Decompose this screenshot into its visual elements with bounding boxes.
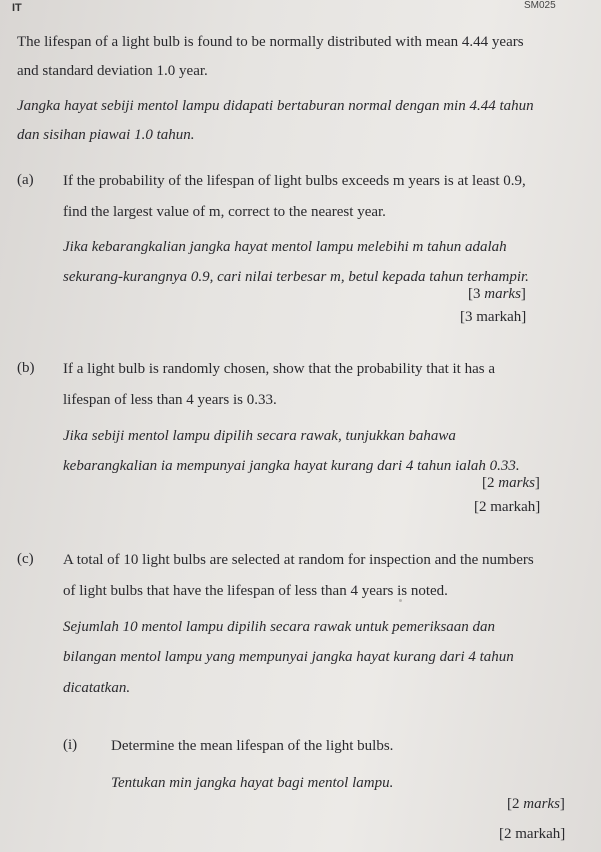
part-a-ms-line-2: sekurang-kurangnya 0.9, cari nilai terbesar m, betul kepada tahun terhampir. <box>63 269 529 285</box>
part-a-marks-ms: [3 markah] <box>460 309 527 325</box>
part-b-ms-line-1: Jika sebiji mentol lampu dipilih secara rawak, tunjukkan bahawa <box>63 428 456 444</box>
paper-speck <box>399 599 402 602</box>
part-c-label: (c) <box>17 551 34 567</box>
part-b-marks-en-pre: [2 <box>482 475 499 491</box>
part-c-ms-line-2: bilangan mentol lampu yang mempunyai jangka hayat kurang dari 4 tahun <box>63 649 514 665</box>
part-a-en-line-1: If the probability of the lifespan of light bulbs exceeds m years is at least 0.9, <box>63 173 526 189</box>
part-b-marks-en-post: ] <box>534 475 540 491</box>
part-b-marks-en <box>482 475 540 492</box>
part-b-en-line-1: If a light bulb is randomly chosen, show that the probability that it has a <box>63 361 496 377</box>
part-a-label: (a) <box>17 172 34 188</box>
part-c-en-line-2: of light bulbs that have the lifespan of less than 4 years is noted. <box>63 583 448 599</box>
part-b-ms-line-2: kebarangkalian ia mempunyai jangka hayat kurang dari 4 tahun ialah 0.33. <box>63 458 520 474</box>
part-a-marks-en-post: ] <box>520 286 526 302</box>
part-c-en-line-1: A total of 10 light bulbs are selected at random for inspection and the numbers <box>63 552 534 568</box>
part-c-i-marks-en-pre: [2 <box>507 796 524 812</box>
part-c-ms-line-3: dicatatkan. <box>63 680 131 696</box>
part-c-i-en: Determine the mean lifespan of the light bulbs. <box>111 738 394 754</box>
intro-ms-line-1: Jangka hayat sebiji mentol lampu didapati bertaburan normal dengan min 4.44 tahun <box>17 98 534 114</box>
part-c-i-label: (i) <box>63 737 78 753</box>
part-a-marks-en-pre: [3 <box>468 286 485 302</box>
part-c-i-marks-en-word: marks <box>523 796 560 812</box>
intro-en-line-1: The lifespan of a light bulb is found to be normally distributed with mean 4.44 years <box>17 34 524 50</box>
intro-ms-line-2: dan sisihan piawai 1.0 tahun. <box>17 127 195 143</box>
part-b-marks-ms: [2 markah] <box>474 499 541 515</box>
page-header-left: IT <box>12 2 22 14</box>
paper-code: SM025 <box>524 0 556 11</box>
part-b-en-line-2: lifespan of less than 4 years is 0.33. <box>63 392 277 408</box>
part-c-i-marks-ms: [2 markah] <box>499 826 566 842</box>
part-c-i-ms: Tentukan min jangka hayat bagi mentol lampu. <box>111 775 394 791</box>
part-b-label: (b) <box>17 360 35 376</box>
part-c-ms-line-1: Sejumlah 10 mentol lampu dipilih secara rawak untuk pemeriksaan dan <box>63 619 496 635</box>
part-a-ms-line-1: Jika kebarangkalian jangka hayat mentol lampu melebihi m tahun adalah <box>63 239 507 255</box>
intro-en-line-2: and standard deviation 1.0 year. <box>17 63 208 79</box>
part-a-en-line-2: find the largest value of m, correct to the nearest year. <box>63 204 386 220</box>
part-a-marks-en-word: marks <box>484 286 521 302</box>
part-a-marks-en <box>468 286 526 303</box>
part-c-i-marks-en-post: ] <box>559 796 565 812</box>
part-b-marks-en-word: marks <box>498 475 535 491</box>
part-c-i-marks-en <box>507 796 565 813</box>
